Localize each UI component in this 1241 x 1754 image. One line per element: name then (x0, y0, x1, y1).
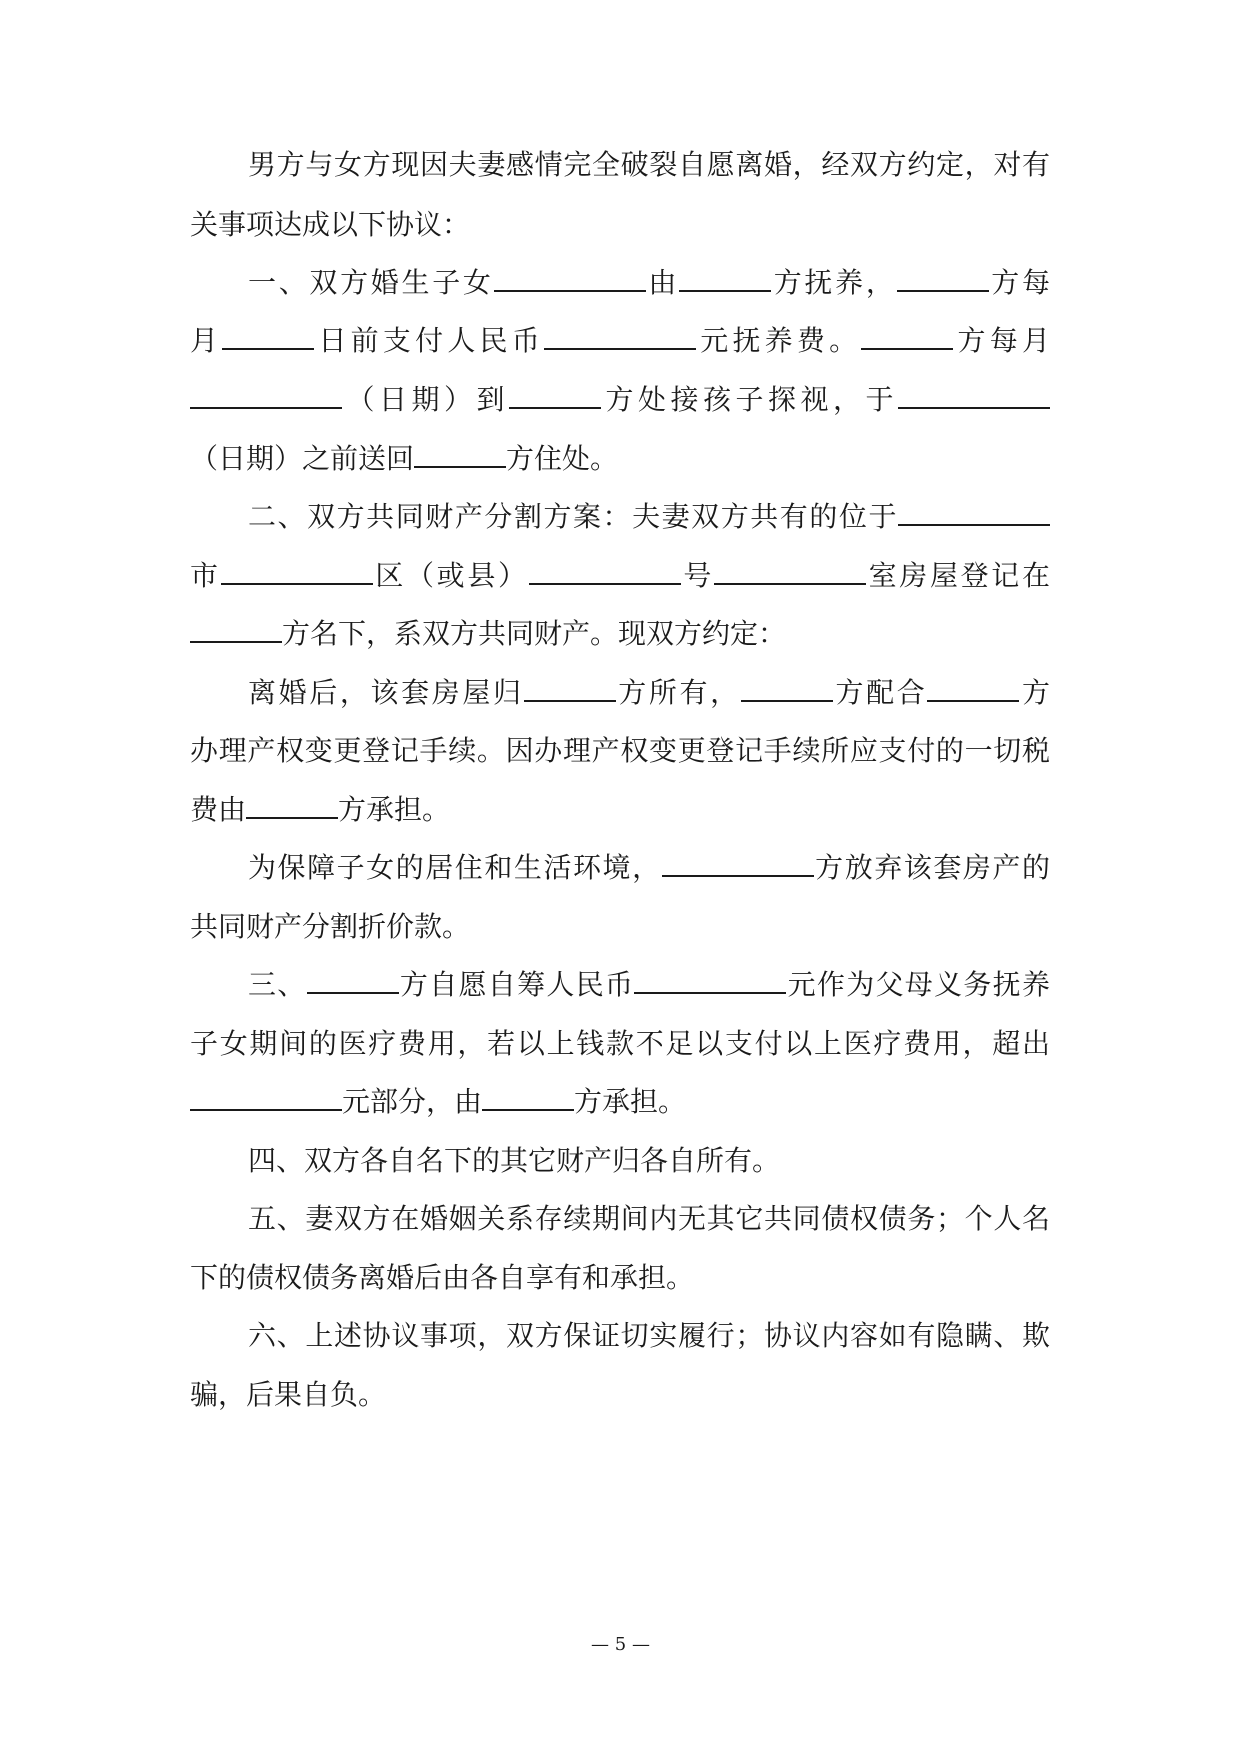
blank-field[interactable] (482, 1083, 574, 1111)
text: 方抚养， (771, 266, 897, 299)
blank-field[interactable] (662, 849, 814, 877)
blank-field[interactable] (529, 557, 681, 585)
blank-field[interactable] (509, 381, 601, 409)
text: 方 (1019, 676, 1050, 709)
text: 一、双方婚生子女 (248, 266, 494, 299)
text: 费由 (190, 793, 247, 826)
text: 方处接孩子探视，于 (601, 383, 898, 416)
text: 办理产权变更登记手续。因办理产权变更登记手续所应支付的一切税 (190, 734, 1050, 767)
text: 子女期间的医疗费用，若以上钱款不足以支付以上医疗费用，超出 (190, 1027, 1050, 1060)
blank-field[interactable] (190, 1083, 342, 1111)
clause1-line-4 (190, 439, 1050, 479)
text: 方配合 (832, 676, 928, 709)
clause2-line-3 (190, 614, 1050, 654)
clause6-line-2 (190, 1375, 1050, 1415)
text: 元部分，由 (342, 1085, 483, 1118)
text: 二、双方共同财产分割方案：夫妻双方共有的位于 (248, 500, 898, 533)
clause6-line-1 (248, 1316, 1050, 1356)
blank-field[interactable] (897, 264, 989, 292)
intro-line-2 (190, 205, 1050, 245)
text: 区（或县） (372, 559, 529, 592)
text: 月 (190, 324, 223, 357)
text: 男方与女方现因夫妻感情完全破裂自愿离婚，经双方约定，对有 (248, 148, 1050, 181)
text: 关事项达成以下协议： (190, 208, 471, 241)
blank-field[interactable] (714, 557, 866, 585)
house-line-2 (190, 731, 1050, 771)
clause4-line-1 (248, 1141, 1050, 1181)
blank-field[interactable] (634, 966, 786, 994)
clause2-line-2 (190, 556, 1050, 596)
text: 号 (680, 559, 714, 592)
text: 方自愿自筹人民币 (398, 968, 635, 1001)
blank-field[interactable] (222, 322, 314, 350)
blank-field[interactable] (414, 440, 506, 468)
text: （日期）之前送回 (190, 442, 415, 475)
text: 方所有， (615, 676, 741, 709)
text: 方每 (988, 266, 1050, 299)
text: 方住处。 (506, 442, 619, 475)
text: 离婚后，该套房屋归 (248, 676, 524, 709)
blank-field[interactable] (898, 498, 1050, 526)
text: 五、妻双方在婚姻关系存续期间内无其它共同债权债务；个人名 (248, 1202, 1050, 1235)
blank-field[interactable] (246, 791, 338, 819)
blank-field[interactable] (898, 381, 1050, 409)
text: 三、 (248, 968, 307, 1001)
residence-line-2 (190, 907, 1050, 947)
text: 日前支付人民币 (314, 324, 544, 357)
page-number: — 5 — (591, 1634, 650, 1655)
house-line-1 (248, 673, 1050, 713)
text: 元作为父母义务抚养 (786, 968, 1050, 1001)
blank-field[interactable] (494, 264, 646, 292)
text: 六、上述协议事项，双方保证切实履行；协议内容如有隐瞒、欺 (248, 1319, 1050, 1352)
text: 方放弃该套房产的 (813, 851, 1050, 884)
text: 共同财产分割折价款。 (190, 910, 471, 943)
blank-field[interactable] (679, 264, 771, 292)
clause3-line-1 (248, 965, 1050, 1005)
clause3-line-2 (190, 1024, 1050, 1064)
text: 市 (190, 559, 221, 592)
blank-field[interactable] (927, 674, 1019, 702)
house-line-3 (190, 790, 1050, 830)
blank-field[interactable] (524, 674, 616, 702)
blank-field[interactable] (221, 557, 373, 585)
residence-line-1 (248, 848, 1050, 888)
text: 方每月 (953, 324, 1050, 357)
text: 下的债权债务离婚后由各自享有和承担。 (190, 1261, 695, 1294)
clause5-line-2 (190, 1258, 1050, 1298)
text: 由 (645, 266, 680, 299)
text: 方名下，系双方共同财产。现双方约定： (282, 617, 787, 650)
text: 骗，后果自负。 (190, 1378, 387, 1411)
text: （日期）到 (342, 383, 509, 416)
text: 元抚养费。 (696, 324, 862, 357)
clause5-line-1 (248, 1199, 1050, 1239)
text: 方承担。 (574, 1085, 687, 1118)
text: 方承担。 (338, 793, 451, 826)
blank-field[interactable] (741, 674, 833, 702)
text: 四、双方各自名下的其它财产归各自所有。 (248, 1144, 781, 1177)
clause1-line-2 (190, 321, 1050, 361)
clause1-line-3 (190, 380, 1050, 420)
clause3-line-3 (190, 1082, 1050, 1122)
clause1-line-1 (248, 263, 1050, 303)
blank-field[interactable] (307, 966, 399, 994)
blank-field[interactable] (190, 615, 282, 643)
blank-field[interactable] (544, 322, 696, 350)
blank-field[interactable] (190, 381, 342, 409)
text: 为保障子女的居住和生活环境， (248, 851, 662, 884)
text: 室房屋登记在 (865, 559, 1050, 592)
clause2-line-1 (248, 497, 1050, 537)
intro-line-1 (248, 145, 1050, 185)
blank-field[interactable] (861, 322, 953, 350)
